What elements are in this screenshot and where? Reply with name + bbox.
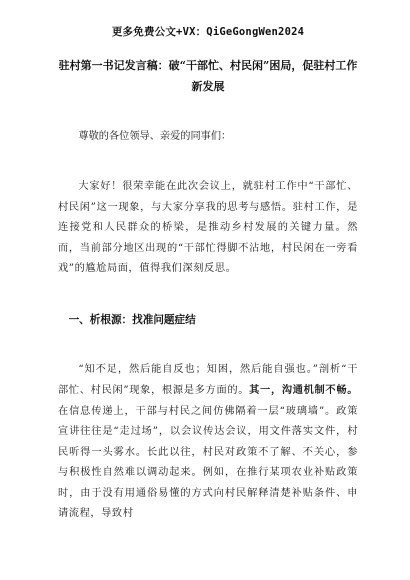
section-1-paragraph-lead: “知不足，然后能自反也；知困，然后能自强也。”剖析“干部忙、村民闲”现象，根源是多方面的。: [58, 363, 358, 396]
section-1-paragraph-body: 在信息传递上，干部与村民之间仿佛隔着一层“玻璃墙”。政策宣讲往往是“走过场”，以会议传达会议，用文件落实文件，村民听得一头雾水。长此以往，村民对政策不了解、不关心，参与积极性自然难以调动起来。例如，在推行某项农业补贴政策时，由于没有用通俗易懂的方式向村民解释清楚补贴条件、申请流程，导致村: [58, 405, 358, 519]
intro-paragraph: 大家好！很荣幸能在此次会议上，就驻村工作中“干部忙、村民闲”这一现象，与大家分享我的思考与感悟。驻村工作，是连接党和人民群众的桥梁，是推动乡村发展的关键力量。然而，当前部分地区出现的“干部忙得脚不沾地，村民闲在一旁看戏”的尴尬局面，值得我们深刻反思。: [58, 181, 358, 274]
promo-header: 更多免费公文+VX：QiGeGongWen2024: [111, 26, 305, 38]
salutation: 尊敬的各位领导、亲爱的同事们：: [78, 131, 232, 142]
section-1-heading: 一、析根源：找准问题症结: [68, 313, 196, 326]
section-1-paragraph-emphasis: 其一，沟通机制不畅。: [249, 384, 359, 396]
document-title: 驻村第一书记发言稿：破“干部忙、村民闲”困局，促驻村工作新发展: [58, 59, 358, 93]
section-1-paragraph: [58, 360, 358, 525]
